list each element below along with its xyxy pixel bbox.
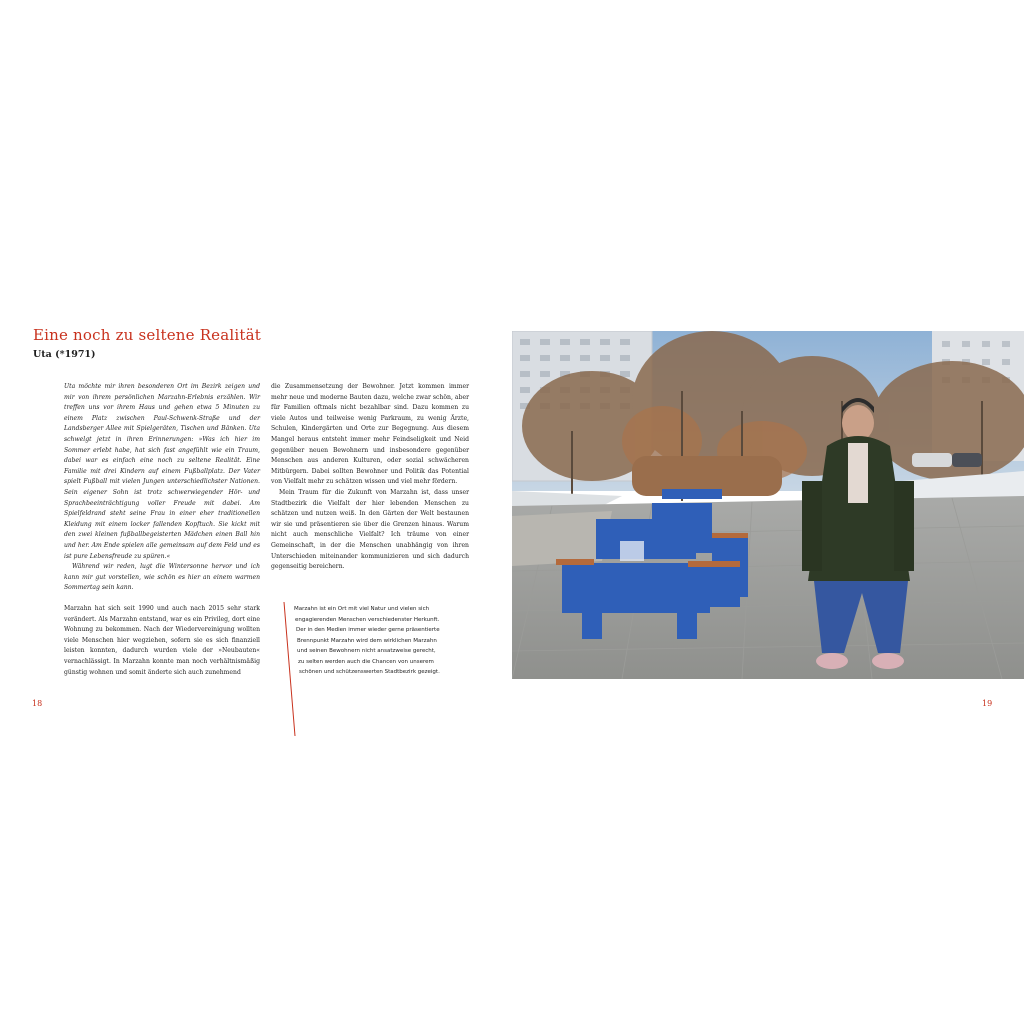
page-number-right: 19 bbox=[982, 699, 993, 708]
middle-column bbox=[271, 382, 469, 573]
intro-paragraph-1: Uta möchte mir ihren besonderen Ort im Bezirk zeigen und mir von ihrem persönlichen Marzahn-Erlebnis erzählen. Wir treffen uns vor ihrem Haus und gehen etwa 5 Minuten zu einem Platz zwischen Paul-Schwenk-Straße und der Landsberger Allee mit Spielgeräten, Tischen und Bänken. Uta schwelgt jetzt in ihren Erinnerungen: »Was ich hier im Sommer erlebt habe, hat sich fast angefühlt wie ein Traum, dabei war es einfach eine noch zu seltene Realität. Eine Familie mit drei Kindern auf einem Fußballplatz. Der Vater spielt Fußball mit vielen Jungen unterschiedlichster Nationen. Sein eigener Sohn ist trotz schwerwiegender Hör- und Sprachbeeinträchtigung voller Freude mit dabei. Am Spielfeldrand steht seine Frau in einer eher traditionellen Kleidung mit einem locker fallenden Kopftuch. Sie kickt mit den zwei kleinen fußballbegeisterten Mädchen einen Ball hin und her. Am Ende spielen alle gemeinsam auf dem Feld und es ist pure Lebensfreude zu spüren.« bbox=[64, 383, 260, 560]
quote-line-4: Brennpunkt Marzahn wird dem wirklichen Marzahn bbox=[297, 637, 437, 644]
quote-line-7: schönen und schützenswerten Stadtbezirk gezeigt. bbox=[299, 669, 440, 675]
left-body-paragraph-1: Marzahn hat sich seit 1990 und auch nach 2015 sehr stark verändert. Als Marzahn entstand, war es ein Privileg, dort eine Wohnung zu bekommen. Nach der Wiedervereinigung wollten viele Menschen hier wegziehen, sofern sie es sich finanziell leisten konnten, dadurch wurden viele der »Neubauten« vernachlässigt. In Marzahn konnte man noch verhältnismäßig günstig wohnen und somit änderte sich auch zunehmend bbox=[64, 605, 260, 676]
intro-paragraph-2: Während wir reden, lugt die Wintersonne hervor und ich kann mir gut vorstellen, wie schön es hier an einem warmen Sommertag sein kann. bbox=[64, 563, 260, 592]
quote-line-1: Marzahn ist ein Ort mit viel Natur und vielen sich bbox=[294, 606, 430, 612]
intro-column bbox=[64, 382, 260, 594]
page-subtitle: Uta (*1971) bbox=[33, 349, 96, 360]
quote-line-2: engagierenden Menschen verschiedenster Herkunft. bbox=[295, 616, 440, 623]
middle-paragraph-1: die Zusammensetzung der Bewohner. Jetzt kommen immer mehr neue und moderne Bauten dazu, welche zwar schön, aber für Familien oftmals nicht bezahlbar sind. Dazu kommen zu viele Autos und teilweise wenig Parkraum, zu wenig Ärzte, Schulen, Kindergärten und Orte zur Begegnung. Aus diesem Mangel heraus entsteht immer mehr Feindseligkeit und Neid gegenüber neuen Bewohnern und insbesondere gegenüber Menschen aus anderen Kulturen, oder sozial schwächeren Mitbürgern. Dabei sollten Bewohner und Politik das Potential von Vielfalt mehr zu schätzen wissen und viel mehr fördern. bbox=[271, 383, 469, 486]
middle-paragraph-2: Mein Traum für die Zukunft von Marzahn ist, dass unser Stadtbezirk die Vielfalt der hier lebenden Menschen zu schätzen und nutzen weiß. In den Gärten der Welt bestaunen wir sie und präsentieren sie über die Grenzen hinaus. Warum nicht auch menschliche Vielfalt? Ich träume von einer Gemeinschaft, in der die Menschen unabhängig von ihren Unterschieden miteinander kommunizieren und sich dadurch gegenseitig bereichern. bbox=[271, 488, 469, 571]
page-number-left: 18 bbox=[32, 699, 43, 708]
quote-line-6: zu selten werden auch die Chancen von unserem bbox=[298, 658, 434, 665]
quote-line-5: und seinen Bewohnern nicht ansatzweise gerecht, bbox=[297, 648, 436, 654]
photo-woman-with-blue-benches bbox=[512, 331, 1024, 679]
pull-quote bbox=[292, 604, 467, 678]
quote-line-3: Der in den Medien immer wieder gerne präsentierte bbox=[296, 627, 440, 633]
left-body-column bbox=[64, 604, 260, 678]
page-title: Eine noch zu seltene Realität bbox=[33, 326, 261, 344]
